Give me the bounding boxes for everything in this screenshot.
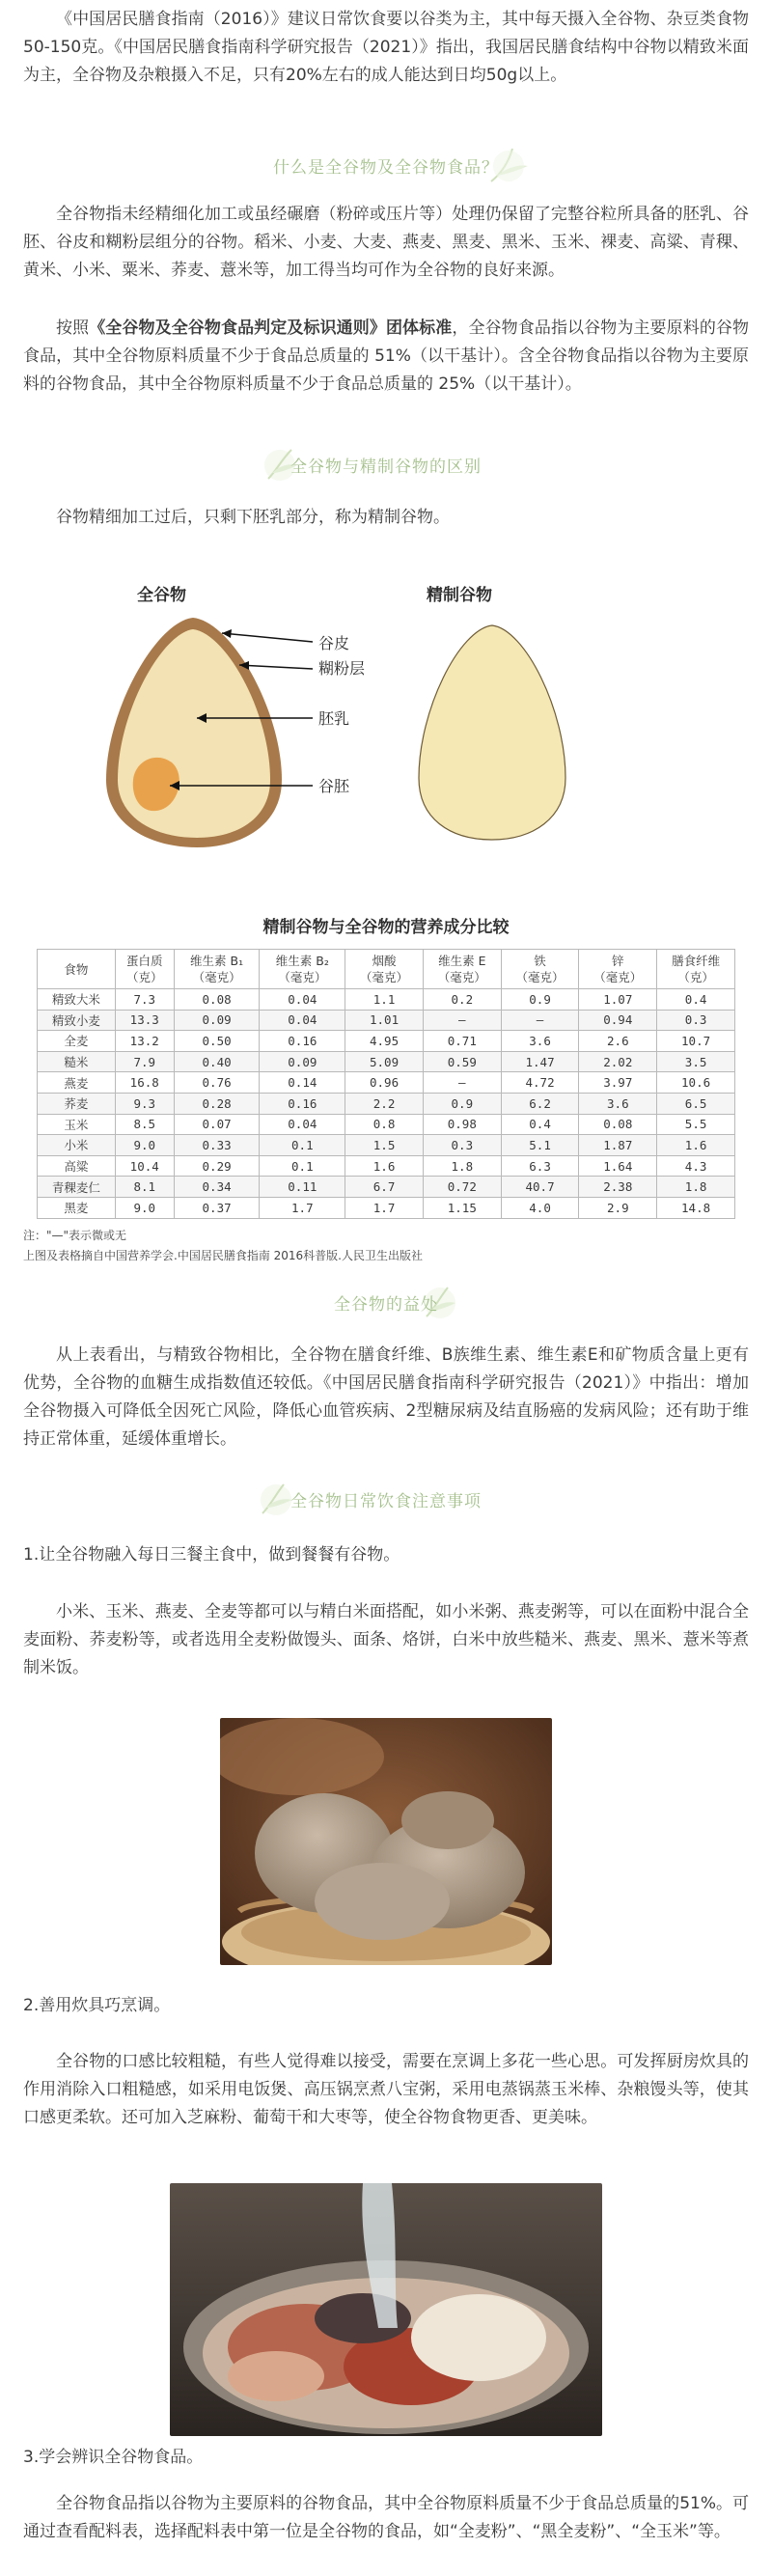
nutrient-value-cell: 3.6	[579, 1093, 657, 1114]
section-title: 全谷物的益处	[334, 1295, 438, 1315]
bran-label: 谷皮	[318, 634, 350, 652]
food-name-cell: 精致小麦	[38, 1010, 116, 1031]
refined-grain-label: 精制谷物	[427, 586, 492, 605]
header-label: 膳食纤维	[672, 954, 721, 968]
nutrient-value-cell: 14.8	[657, 1197, 735, 1218]
nutrient-value-cell: 0.04	[260, 1114, 345, 1135]
nutrient-value-cell: 1.8	[423, 1155, 501, 1177]
nutrient-value-cell: 16.8	[115, 1072, 174, 1094]
nutrient-value-cell: 1.07	[579, 989, 657, 1011]
nutrient-value-cell: 1.47	[501, 1051, 579, 1072]
nutrient-value-cell: 1.6	[657, 1135, 735, 1156]
nutrient-value-cell: 0.72	[423, 1177, 501, 1198]
tip-2-paragraph: 全谷物的口感比较粗糙，有些人觉得难以接受，需要在烹调上多花一些心思。可发挥厨房炊具的作用消除入口粗糙感，如采用电饭煲、高压锅烹煮八宝粥，采用电蒸锅蒸玉米棒、杂粮馒头等，使其口感更柔软。还可加入芝麻粉、葡萄干和大枣等，使全谷物食物更香、更美味。	[23, 2052, 749, 2127]
food-name-cell: 燕麦	[38, 1072, 116, 1094]
nutrient-value-cell: 6.2	[501, 1093, 579, 1114]
table-header-cell	[657, 950, 735, 989]
header-unit: （克）	[125, 970, 163, 984]
food-name-cell: 糙米	[38, 1051, 116, 1072]
header-label: 锌	[612, 954, 624, 968]
nutrient-value-cell: 0.9	[423, 1093, 501, 1114]
table-row	[38, 1114, 735, 1135]
whole-grain-food-definition	[23, 315, 749, 399]
nutrient-value-cell: 4.3	[657, 1155, 735, 1177]
nutrient-value-cell: 0.04	[260, 989, 345, 1011]
table-header-row	[38, 950, 735, 989]
nutrient-value-cell: 3.5	[657, 1051, 735, 1072]
food-name-cell: 黑麦	[38, 1197, 116, 1218]
table-note: 注："—"表示微或无	[23, 1229, 127, 1242]
food-name-cell: 荞麦	[38, 1093, 116, 1114]
header-unit: （毫克）	[437, 970, 486, 984]
nutrient-value-cell: 0.28	[174, 1093, 260, 1114]
nutrient-value-cell: 0.16	[260, 1031, 345, 1052]
aleurone-label: 糊粉层	[318, 659, 366, 678]
standard-rest: ，全谷物食品指以谷物为主要原料的谷物食品，其中全谷物原料质量不少于食品总质量的 51%（以干基计）。含全谷物食品指以谷物为主要原料的谷物食品，其中全谷物原料质量不少于食品总质量的 25%（以干基计）。	[23, 319, 750, 394]
table-row	[38, 1031, 735, 1052]
nutrient-value-cell: 0.33	[174, 1135, 260, 1156]
nutrient-value-cell: 5.1	[501, 1135, 579, 1156]
nutrient-value-cell: 6.5	[657, 1093, 735, 1114]
table-header-cell	[260, 950, 345, 989]
header-unit: （毫克）	[360, 970, 409, 984]
nutrient-value-cell: 0.29	[174, 1155, 260, 1177]
header-unit: （毫克）	[593, 970, 643, 984]
nutrient-value-cell: 0.14	[260, 1072, 345, 1094]
header-label: 蛋白质	[125, 954, 163, 968]
nutrient-value-cell: 0.08	[174, 989, 260, 1011]
section-title: 全谷物日常饮食注意事项	[290, 1492, 482, 1511]
nutrient-value-cell: 0.34	[174, 1177, 260, 1198]
table-row	[38, 1072, 735, 1094]
nutrient-value-cell: 1.87	[579, 1135, 657, 1156]
nutrient-value-cell: 2.02	[579, 1051, 657, 1072]
table-header-cell	[38, 950, 116, 989]
food-name-cell: 精致大米	[38, 989, 116, 1011]
nutrient-value-cell: 1.7	[345, 1197, 424, 1218]
nutrient-value-cell: 4.72	[501, 1072, 579, 1094]
nutrient-value-cell: 10.6	[657, 1072, 735, 1094]
refined-grain-definition: 谷物精细加工过后，只剩下胚乳部分，称为精制谷物。	[56, 508, 450, 527]
food-name-cell: 小米	[38, 1135, 116, 1156]
food-name-cell: 青稞麦仁	[38, 1177, 116, 1198]
refined-grain-shape	[419, 625, 565, 840]
nutrient-value-cell: 0.50	[174, 1031, 260, 1052]
nutrient-value-cell: 1.1	[345, 989, 424, 1011]
nutrient-value-cell: 0.1	[260, 1155, 345, 1177]
table-header-cell	[345, 950, 424, 989]
nutrient-value-cell: 0.98	[423, 1114, 501, 1135]
header-label: 维生素 B₂	[275, 954, 329, 968]
section-title: 全谷物与精制谷物的区别	[290, 457, 482, 477]
nutrient-value-cell: 1.7	[260, 1197, 345, 1218]
table-row	[38, 1155, 735, 1177]
nutrient-value-cell: 0.96	[345, 1072, 424, 1094]
table-header-cell	[174, 950, 260, 989]
nutrient-value-cell: 0.3	[657, 1010, 735, 1031]
header-unit: （毫克）	[278, 970, 327, 984]
nutrient-value-cell: 2.9	[579, 1197, 657, 1218]
nutrient-value-cell: 0.1	[260, 1135, 345, 1156]
nutrient-value-cell: 3.6	[501, 1031, 579, 1052]
nutrient-value-cell: 40.7	[501, 1177, 579, 1198]
table-row	[38, 1135, 735, 1156]
header-label: 维生素 B₁	[190, 954, 244, 968]
header-unit: （毫克）	[515, 970, 565, 984]
nutrient-value-cell: 9.0	[115, 1135, 174, 1156]
nutrient-value-cell: —	[501, 1010, 579, 1031]
table-row	[38, 1010, 735, 1031]
table-row	[38, 1177, 735, 1198]
nutrient-value-cell: 1.64	[579, 1155, 657, 1177]
nutrient-value-cell: 0.59	[423, 1051, 501, 1072]
nutrient-value-cell: 0.08	[579, 1114, 657, 1135]
nutrient-value-cell: 0.09	[260, 1051, 345, 1072]
table-source: 上图及表格摘自中国营养学会.中国居民膳食指南 2016科普版.人民卫生出版社	[23, 1249, 423, 1262]
nutrient-value-cell: 6.3	[501, 1155, 579, 1177]
nutrient-value-cell: 0.2	[423, 989, 501, 1011]
nutrient-value-cell: 0.71	[423, 1031, 501, 1052]
whole-grain-endosperm-shape	[118, 629, 270, 838]
whole-wheat-buns-photo	[220, 1718, 552, 1965]
nutrient-value-cell: 6.7	[345, 1177, 424, 1198]
nutrient-value-cell: 10.4	[115, 1155, 174, 1177]
nutrient-value-cell: 2.6	[579, 1031, 657, 1052]
nutrient-value-cell: 2.2	[345, 1093, 424, 1114]
standard-name: 《全谷物及全谷物食品判定及标识通则》团体标准	[89, 319, 453, 338]
section-heading-difference	[0, 444, 772, 486]
nutrition-comparison-table	[37, 949, 735, 1219]
section-heading-what-is-whole-grain	[0, 145, 772, 187]
header-unit: （克）	[677, 970, 714, 984]
nutrient-value-cell: 10.7	[657, 1031, 735, 1052]
header-unit: （毫克）	[192, 970, 241, 984]
nutrient-value-cell: 0.94	[579, 1010, 657, 1031]
nutrient-value-cell: 0.11	[260, 1177, 345, 1198]
grain-structure-diagram	[77, 566, 695, 855]
table-title: 精制谷物与全谷物的营养成分比较	[262, 918, 510, 937]
nutrient-value-cell: 8.5	[115, 1114, 174, 1135]
nutrient-value-cell: 0.8	[345, 1114, 424, 1135]
nutrient-value-cell: 0.37	[174, 1197, 260, 1218]
food-name-cell: 全麦	[38, 1031, 116, 1052]
grains-cooking-photo	[170, 2183, 602, 2436]
table-row	[38, 989, 735, 1011]
nutrient-value-cell: 2.38	[579, 1177, 657, 1198]
nutrient-value-cell: 1.15	[423, 1197, 501, 1218]
nutrient-value-cell: 9.0	[115, 1197, 174, 1218]
nutrient-value-cell: 4.95	[345, 1031, 424, 1052]
nutrient-value-cell: 13.2	[115, 1031, 174, 1052]
nutrient-value-cell: 5.5	[657, 1114, 735, 1135]
nutrient-value-cell: 8.1	[115, 1177, 174, 1198]
tip-3-paragraph: 全谷物食品指以谷物为主要原料的谷物食品，其中全谷物原料质量不少于食品总质量的51%。可通过查看配料表，选择配料表中第一位是全谷物的食品，如“全麦粉”、“黑全麦粉”、“全玉米”等。	[23, 2494, 749, 2541]
header-label: 烟酸	[372, 954, 397, 968]
nutrient-value-cell: 0.3	[423, 1135, 501, 1156]
table-header-cell	[115, 950, 174, 989]
nutrient-value-cell: 0.09	[174, 1010, 260, 1031]
nutrient-value-cell: —	[423, 1072, 501, 1094]
nutrient-value-cell: 7.3	[115, 989, 174, 1011]
nutrient-value-cell: 0.4	[657, 989, 735, 1011]
nutrient-value-cell: 13.3	[115, 1010, 174, 1031]
nutrient-value-cell: 1.5	[345, 1135, 424, 1156]
intro-paragraph: 《中国居民膳食指南（2016）》建议日常饮食要以谷类为主，其中每天摄入全谷物、杂豆类食物50-150克。《中国居民膳食指南科学研究报告（2021）》指出，我国居民膳食结构中谷物以精致米面为主，全谷物及杂粮摄入不足，只有20%左右的成人能达到日均50g以上。	[23, 10, 749, 85]
nutrient-value-cell: 0.04	[260, 1010, 345, 1031]
header-label: 食物	[64, 961, 89, 977]
nutrient-value-cell: —	[423, 1010, 501, 1031]
table-header-cell	[501, 950, 579, 989]
section-heading-tips	[0, 1479, 772, 1521]
whole-grain-label: 全谷物	[137, 586, 186, 605]
nutrient-value-cell: 9.3	[115, 1093, 174, 1114]
food-name-cell: 玉米	[38, 1114, 116, 1135]
standard-prefix: 按照	[56, 319, 90, 338]
nutrient-value-cell: 1.6	[345, 1155, 424, 1177]
table-row	[38, 1051, 735, 1072]
benefits-paragraph: 从上表看出，与精致谷物相比，全谷物在膳食纤维、B族维生素、维生素E和矿物质含量上更有优势，全谷物的血糖生成指数值还较低。《中国居民膳食指南科学研究报告（2021）》中指出：增加全谷物摄入可降低全因死亡风险，降低心血管疾病、2型糖尿病及结直肠癌的发病风险；还有助于维持正常体重，延缓体重增长。	[23, 1345, 749, 1449]
header-label: 铁	[534, 954, 546, 968]
table-row	[38, 1093, 735, 1114]
tip-1-paragraph: 小米、玉米、燕麦、全麦等都可以与精白米面搭配，如小米粥、燕麦粥等，可以在面粉中混合全麦面粉、荞麦粉等，或者选用全麦粉做馒头、面条、烙饼，白米中放些糙米、燕麦、黑米、薏米等煮制米饭。	[23, 1602, 749, 1677]
nutrient-value-cell: 0.16	[260, 1093, 345, 1114]
nutrient-value-cell: 0.76	[174, 1072, 260, 1094]
section-title: 什么是全谷物及全谷物食品？	[273, 158, 499, 178]
nutrient-value-cell: 7.9	[115, 1051, 174, 1072]
nutrient-value-cell: 5.09	[345, 1051, 424, 1072]
tip-3-title: 3.学会辨识全谷物食品。	[23, 2448, 204, 2467]
nutrient-value-cell: 1.01	[345, 1010, 424, 1031]
nutrient-value-cell: 1.8	[657, 1177, 735, 1198]
header-label: 维生素 E	[438, 954, 486, 968]
food-name-cell: 高粱	[38, 1155, 116, 1177]
endosperm-label: 胚乳	[318, 709, 350, 728]
nutrient-value-cell: 0.07	[174, 1114, 260, 1135]
section-heading-benefits	[0, 1282, 772, 1324]
germ-label: 谷胚	[318, 777, 350, 795]
table-header-cell	[423, 950, 501, 989]
table-row	[38, 1197, 735, 1218]
whole-grain-definition: 全谷物指未经精细化加工或虽经碾磨（粉碎或压片等）处理仍保留了完整谷粒所具备的胚乳、谷胚、谷皮和糊粉层组分的谷物。稻米、小麦、大麦、燕麦、黑麦、黑米、玉米、裸麦、高粱、青稞、黄米、小米、粟米、荞麦、薏米等，加工得当均可作为全谷物的良好来源。	[23, 205, 749, 280]
nutrient-value-cell: 3.97	[579, 1072, 657, 1094]
nutrient-value-cell: 0.9	[501, 989, 579, 1011]
tip-2-title: 2.善用炊具巧烹调。	[23, 1996, 171, 2015]
nutrient-value-cell: 4.0	[501, 1197, 579, 1218]
nutrient-value-cell: 0.4	[501, 1114, 579, 1135]
tip-1-title: 1.让全谷物融入每日三餐主食中，做到餐餐有谷物。	[23, 1545, 400, 1565]
table-header-cell	[579, 950, 657, 989]
nutrient-value-cell: 0.40	[174, 1051, 260, 1072]
